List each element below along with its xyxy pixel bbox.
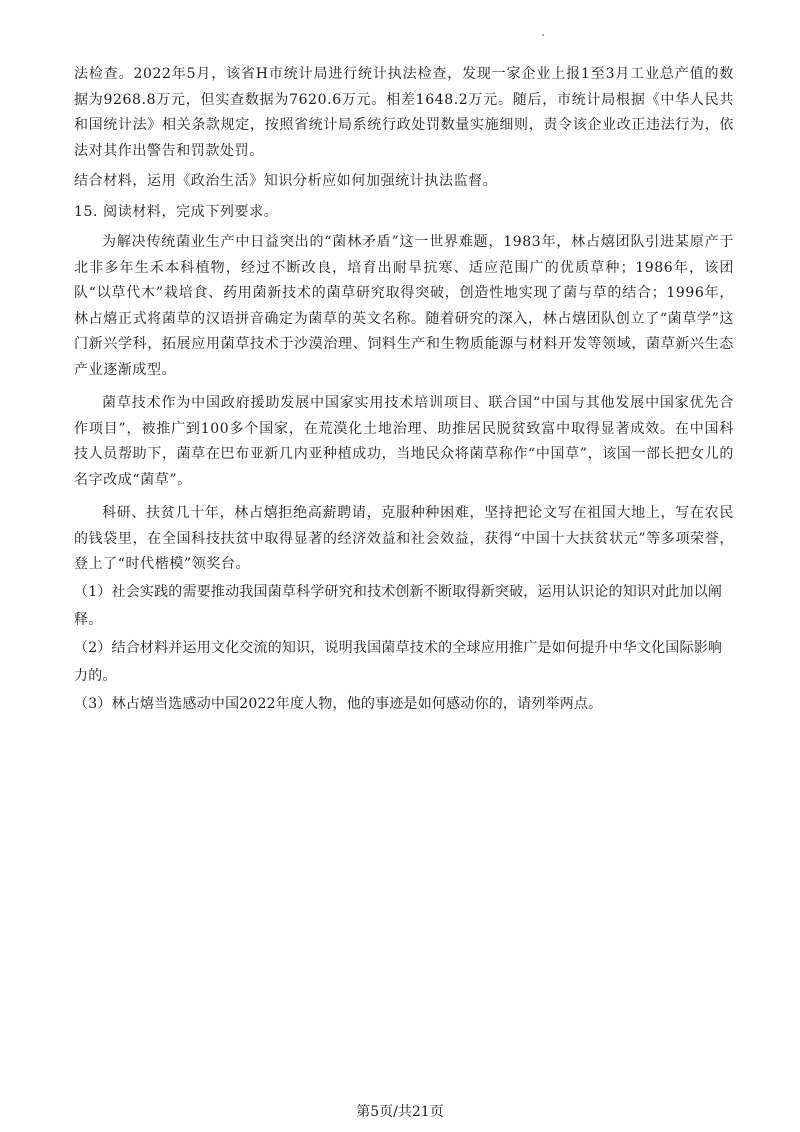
- paragraph-statistics-case: 法检查。2022年5月，该省H市统计局进行统计执法检查，发现一家企业上报1至3月工业总产值的数据为9268.8万元，但实查数据为7620.6万元。相差1648.2万元。随后，市统计局根据《中华人民共和国统计法》相关条款规定，按照省统计局系统行政处罚数量实施细则，责令该企业改正违法行为，依法对其作出警告和罚款处罚。: [74, 66, 734, 159]
- material-paragraph-1: 为解决传统菌业生产中日益突出的“菌林矛盾”这一世界难题，1983年，林占熺团队引进某原产于北非多年生禾本科植物，经过不断改良，培育出耐旱抗寒、适应范围广的优质草种；1986年，该团队“以草代木”栽培食、药用菌新技术的菌草研究取得突破，创造性地实现了菌与草的结合；1996年，林占熺正式将菌草的汉语拼音确定为菌草的英文名称。随着研究的深入，林占熺团队创立了“菌草学”这门新兴学科，拓展应用菌草技术于沙漠治理、饲料生产和生物质能源与材料开发等领域，菌草新兴生态产业逐渐成型。: [74, 234, 734, 378]
- document-content: [74, 62, 734, 718]
- question-15-heading: 15. 阅读材料，完成下列要求。: [74, 203, 279, 220]
- scan-speck: [542, 34, 544, 36]
- page-number: 第5页/共21页: [356, 1104, 444, 1120]
- sub-question-3: （3）林占熺当选感动中国2022年度人物，他的事迹是如何感动你的，请列举两点。: [74, 695, 603, 712]
- material-paragraph-2: 菌草技术作为中国政府援助发展中国家实用技术培训项目、联合国“中国与其他发展中国家优先合作项目”，被推广到100多个国家，在荒漠化土地治理、助推居民脱贫致富中取得显著成效。在中国科技人员帮助下，菌草在巴布亚新几内亚种植成功，当地民众将菌草称作“中国草”，该国一部长把女儿的名字改成“菌草”。: [74, 395, 734, 488]
- sub-question-1: （1）社会实践的需要推动我国菌草科学研究和技术创新不断取得新突破，运用认识论的知识对此加以阐释。: [74, 583, 723, 628]
- sub-question-2: （2）结合材料并运用文化交流的知识，说明我国菌草技术的全球应用推广是如何提升中华文化国际影响力的。: [74, 639, 723, 684]
- material-paragraph-3: 科研、扶贫几十年，林占熺拒绝高薪聘请，克服种种困难，坚持把论文写在祖国大地上，写在农民的钱袋里，在全国科技扶贫中取得显著的经济效益和社会效益，获得“中国十大扶贫状元”等多项荣誉，登上了“时代楷模”领奖台。: [74, 505, 734, 572]
- question-14-prompt: 结合材料，运用《政治生活》知识分析应如何加强统计执法监督。: [74, 173, 498, 189]
